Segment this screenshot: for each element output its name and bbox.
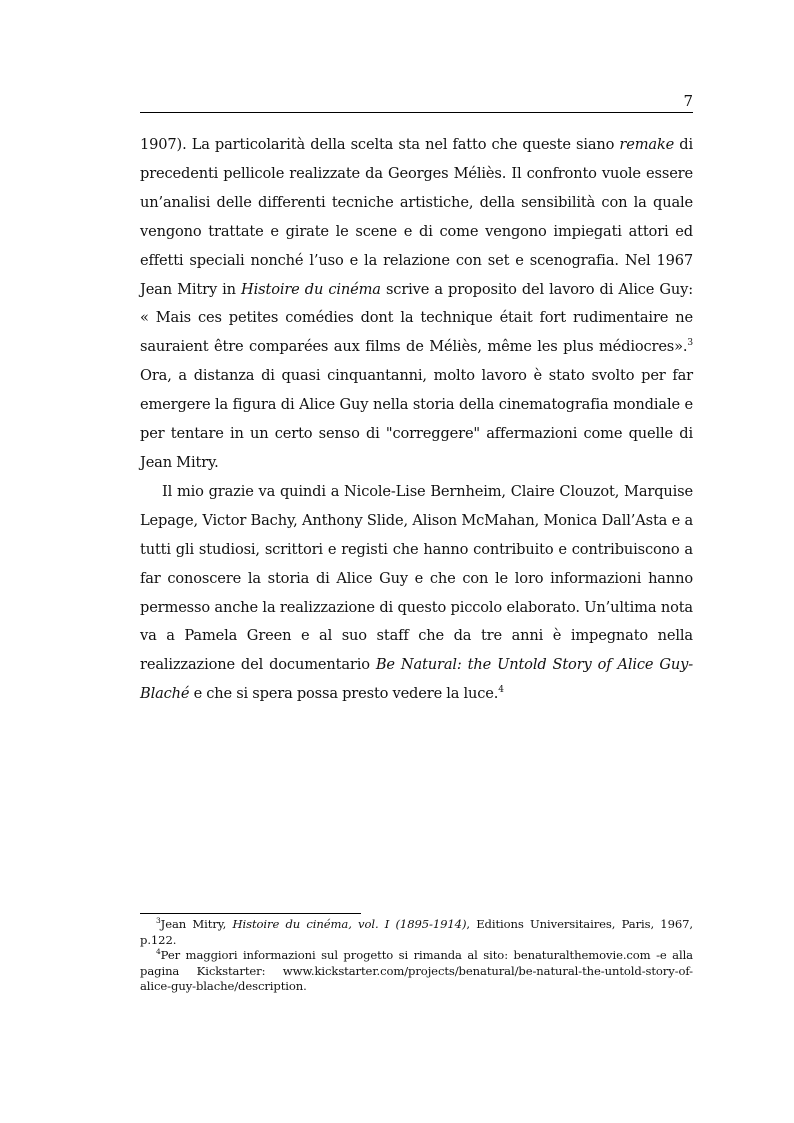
footnote-ref-4[interactable]: 4 <box>498 685 504 696</box>
footnote-number: 4 <box>156 947 161 957</box>
paragraph-2-text: Il mio grazie va quindi a Nicole-Lise Bernheim, Claire Clouzot, Marquise Lepage, Victor Bachy, Anthony Slide, Alison McMahan, Monica Dall’Asta e a tutti gli studiosi, scrittori e registi che hanno contribuito e contribuiscono a far conoscere la storia di Alice Guy e che con le loro informazioni hanno permesso anche la realizzazione di questo piccolo elaborato. Un’ultima nota va a Pamela Green e al suo staff che da tre anni è impegnato nella realizzazione del documentario <box>140 482 693 674</box>
page-header <box>140 88 693 113</box>
footnote-4 <box>140 948 693 995</box>
documentary-title: Be Natural: the Untold Story of Alice Guy-Blaché <box>140 656 693 703</box>
footnote-number: 3 <box>156 916 161 925</box>
footnote-text: Jean Mitry, <box>160 917 233 931</box>
page-number: 7 <box>683 92 693 110</box>
paragraph-1-text: Ora, a distanza di quasi cinquantanni, molto lavoro è stato svolto per far emergere la figura di Alice Guy nella storia della cinematografia mondiale e per tentare in un certo senso di "correggere" affermazioni come quelle di Jean Mitry. <box>140 367 693 471</box>
remake-term: remake <box>619 136 675 153</box>
footnote-text: Per maggiori informazioni sul progetto si rimanda al sito: benaturalthemovie.com -e alla pagina Kickstarter: www.kickstarter.com/projects/benatural/be-natural-the-untold-story-of-alice-guy-blache/description. <box>140 948 693 994</box>
book-title: Histoire du cinéma <box>241 280 381 298</box>
footnote-ref-3[interactable]: 3 <box>687 338 693 349</box>
body-text <box>140 131 693 709</box>
paragraph-1 <box>140 131 693 478</box>
paragraph-1-text: 1907). La particolarità della scelta sta nel fatto che queste siano <box>140 136 620 153</box>
footnote-text: , Editions Universitaires, Paris, 1967, p.122. <box>140 917 693 947</box>
paragraph-1-text: di precedenti pellicole realizzate da Georges Méliès. Il confronto vuole essere un’analisi delle differenti tecniche artistiche, della sensibilità con la quale vengono trattate e girate le scene e di come vengono impiegati attori ed effetti speciali nonché l’uso e la relazione con set e scenografia. Nel 1967 Jean Mitry in <box>140 136 693 298</box>
paragraph-1-text: scrive a proposito del lavoro di Alice Guy: « Mais ces petites comédies dont la technique était fort rudimentaire ne sauraient être comparées aux films de Méliès, même les plus médiocres». <box>140 280 693 356</box>
footnotes <box>140 917 693 995</box>
paragraph-2 <box>140 478 693 709</box>
paragraph-2-text: e che si spera possa presto vedere la luce. <box>189 685 499 703</box>
footnote-divider <box>140 913 361 914</box>
footnote-book-title: Histoire du cinéma, vol. I (1895-1914) <box>232 917 467 931</box>
footnote-3 <box>140 917 693 948</box>
